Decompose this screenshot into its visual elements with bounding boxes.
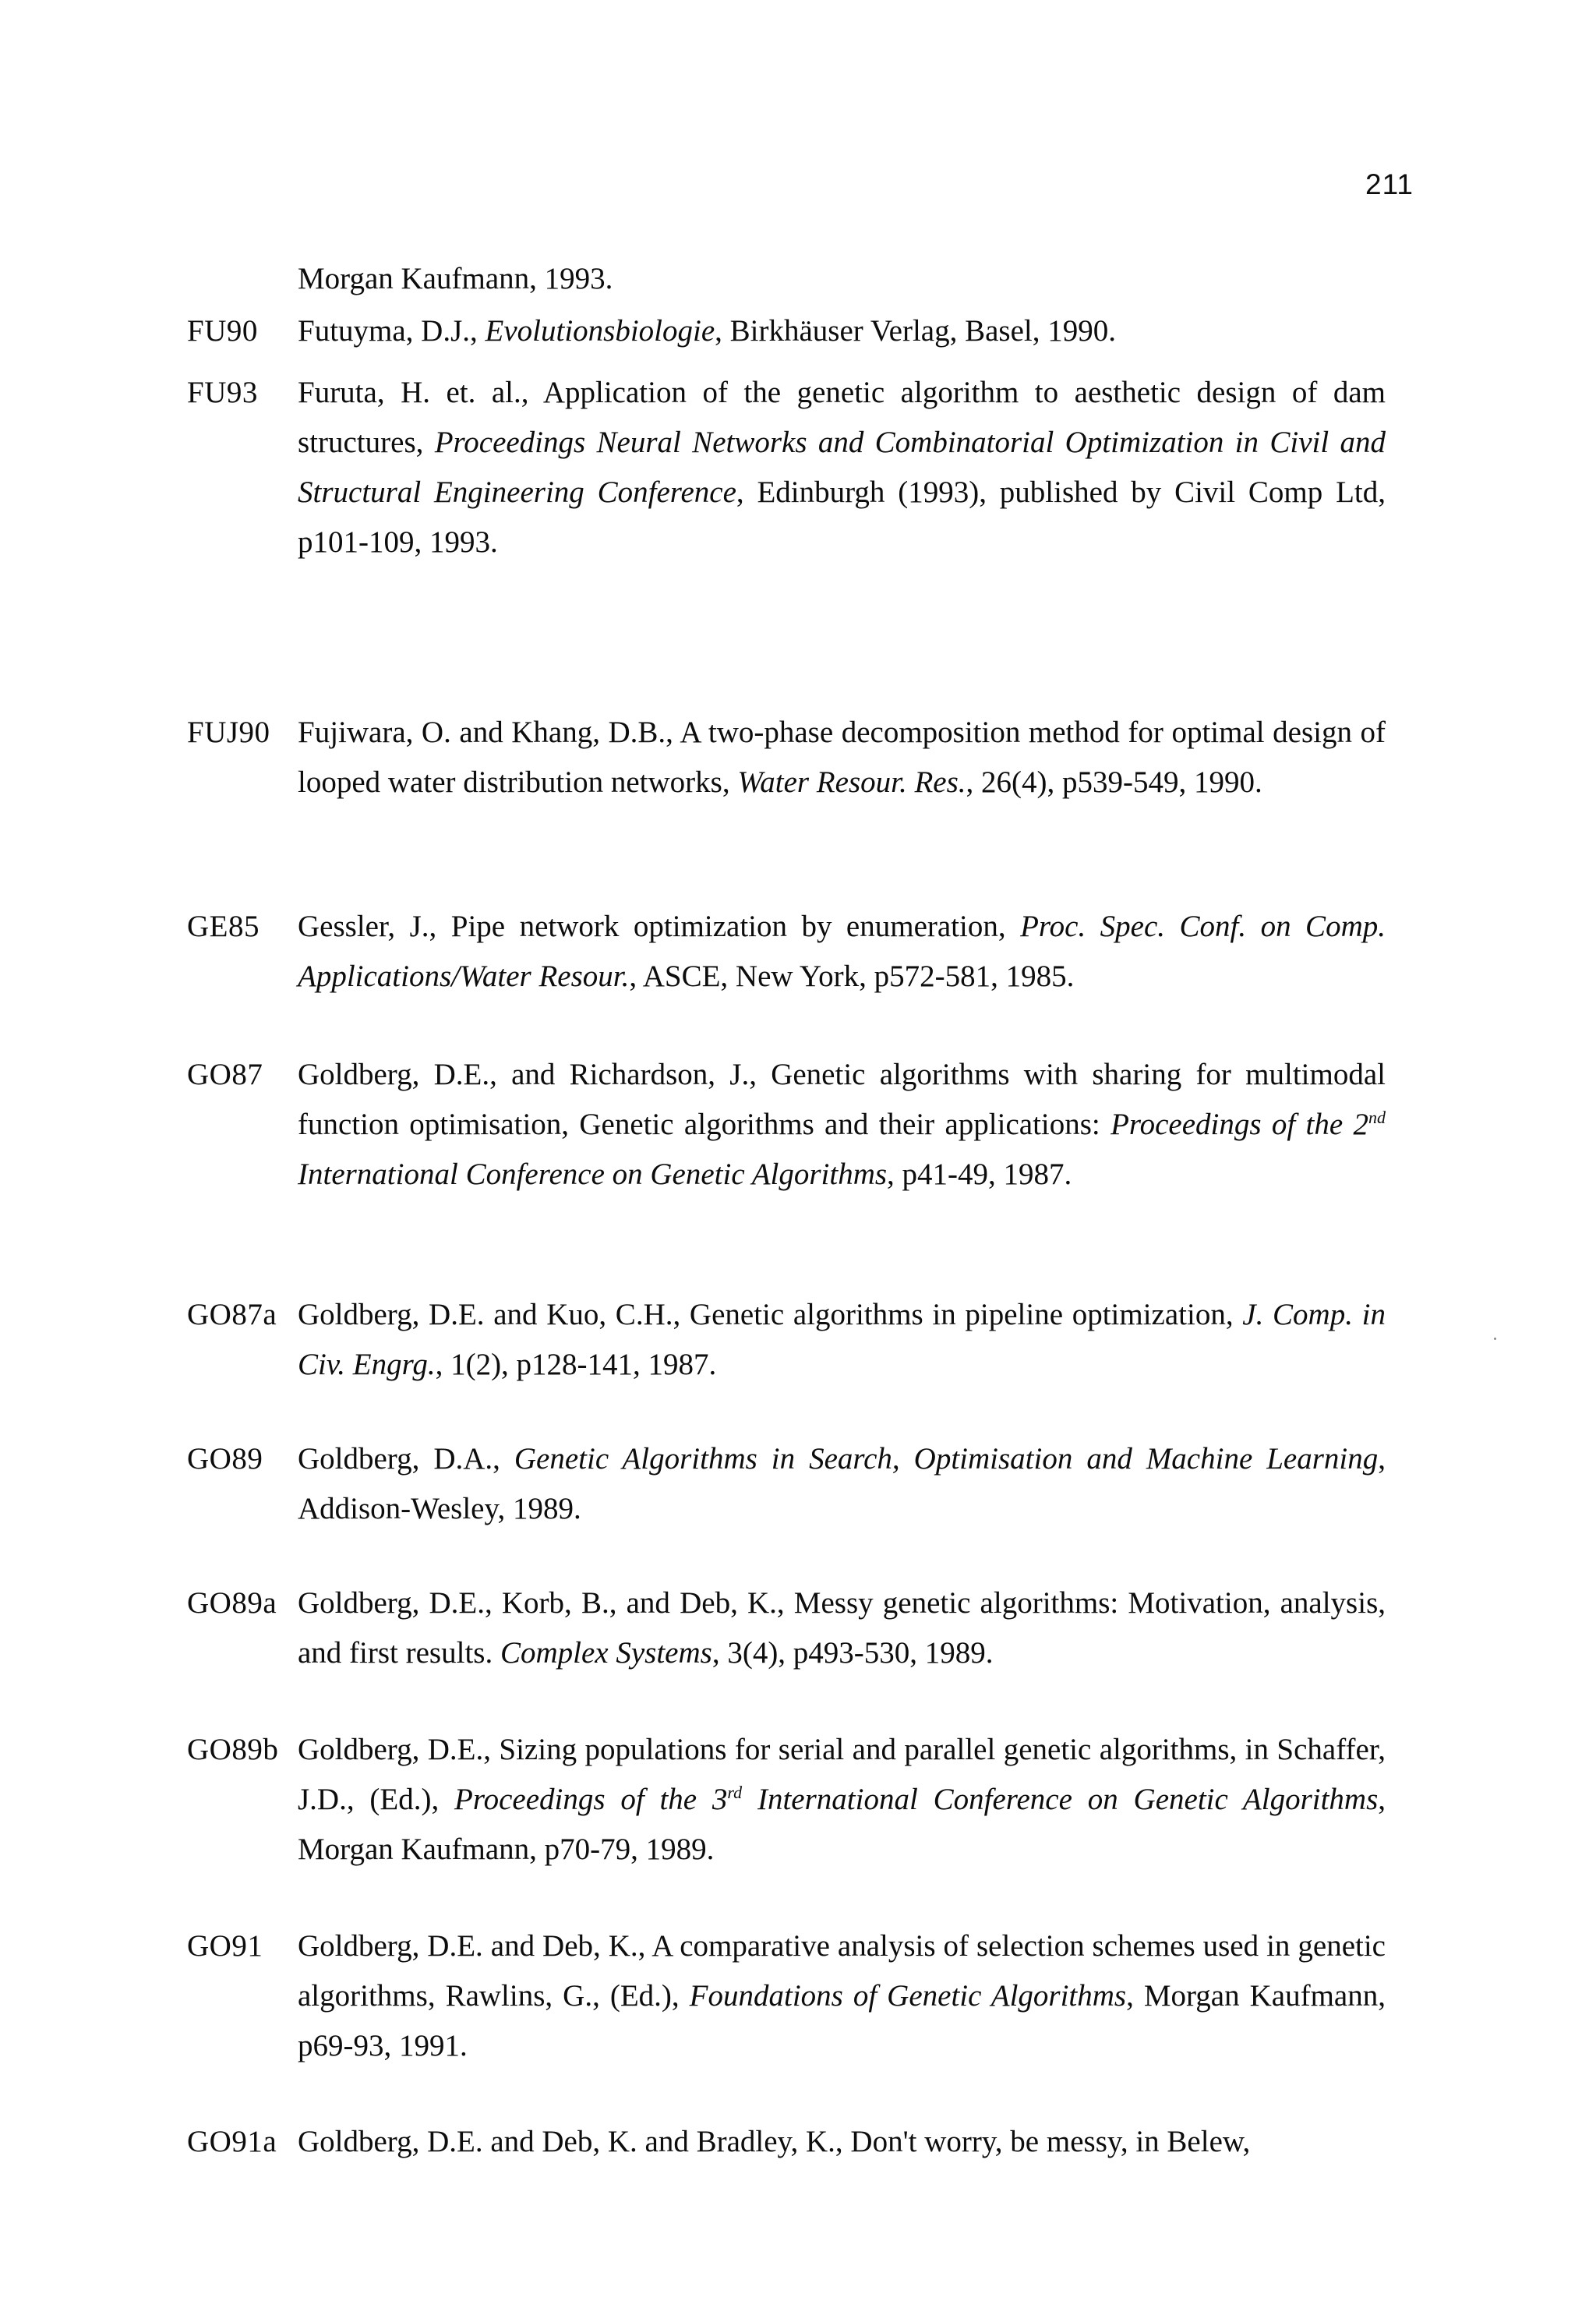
citation-italic-text: Water Resour. Res. [737, 765, 966, 799]
citation-text: Futuyma, D.J., [298, 314, 486, 348]
reference-citation [298, 1578, 1386, 1678]
reference-citation [298, 1290, 1386, 1390]
citation-text: Goldberg, D.E. and Deb, K., A comparative analysis of selection schemes used in genetic algorithms, Rawlins, G., (Ed.), [298, 1929, 1386, 2013]
citation-text: Goldberg, D.E. and Kuo, C.H., Genetic algorithms in pipeline optimization, [298, 1298, 1243, 1331]
citation-text: Gessler, J., Pipe network optimization by enumeration, [298, 910, 1021, 943]
citation-italic-text: J. Comp. in Civ. Engrg. [298, 1298, 1386, 1381]
scan-speck [1494, 1338, 1496, 1340]
reference-key: GO91 [187, 1929, 263, 1963]
citation-text: Goldberg, D.E., Sizing populations for serial and parallel genetic algorithms, in Schaffer, J.D., (Ed.), [298, 1733, 1386, 1816]
citation-text: Goldberg, D.E. and Deb, K. and Bradley, K., Don't worry, be messy, in Belew, [298, 2125, 1251, 2158]
reference-citation [298, 902, 1386, 1002]
reference-key: GO89a [187, 1586, 277, 1620]
citation-italic-text: Proceedings Neural Networks and Combinatorial Optimization in Civil and Structural Engineering Conference [298, 426, 1386, 509]
reference-key: FUJ90 [187, 716, 270, 749]
citation-italic-text: Genetic Algorithms in Search, Optimisation and Machine Learning [514, 1442, 1379, 1476]
citation-text: Goldberg, D.E., and Richardson, J., Genetic algorithms with sharing for multimodal function optimisation, Genetic algorithms and their applications: [298, 1058, 1386, 1141]
continuation-line: Morgan Kaufmann, 1993. [298, 262, 613, 295]
reference-citation [298, 1921, 1386, 2071]
reference-citation [298, 708, 1386, 808]
reference-key: GE85 [187, 910, 260, 943]
citation-text: , Birkhäuser Verlag, Basel, 1990. [715, 314, 1117, 348]
reference-key: GO87a [187, 1298, 277, 1331]
citation-text: Goldberg, D.E., Korb, B., and Deb, K., Messy genetic algorithms: Motivation, analysis, and first results. [298, 1586, 1386, 1670]
reference-key: GO87 [187, 1058, 263, 1091]
citation-text: , Morgan Kaufmann, p70-79, 1989. [298, 1783, 1386, 1866]
reference-key: GO91a [187, 2125, 277, 2158]
citation-text: , 26(4), p539-549, 1990. [966, 765, 1262, 799]
citation-italic-text: rd [727, 1783, 743, 1802]
citation-text: , p41-49, 1987. [887, 1158, 1072, 1191]
page-number: 211 [1365, 168, 1414, 200]
reference-citation [298, 306, 1386, 356]
citation-italic-text: International Conference on Genetic Algorithms [298, 1158, 888, 1191]
citation-italic-text: Evolutionsbiologie [485, 314, 715, 348]
citation-text: Furuta, H. et. al., Application of the genetic algorithm to aesthetic design of dam structures, [298, 376, 1386, 459]
citation-text: , 1(2), p128-141, 1987. [435, 1348, 717, 1381]
citation-italic-text: Foundations of Genetic Algorithms [689, 1979, 1127, 2013]
reference-citation [298, 1434, 1386, 1534]
citation-text: , Addison-Wesley, 1989. [298, 1442, 1386, 1525]
citation-text: , 3(4), p493-530, 1989. [711, 1636, 994, 1670]
reference-key: GO89b [187, 1733, 279, 1766]
citation-text: Goldberg, D.A., [298, 1442, 514, 1476]
citation-text: , Morgan Kaufmann, p69-93, 1991. [298, 1979, 1386, 2062]
reference-citation [298, 1050, 1386, 1200]
citation-italic-text: Complex Systems [500, 1636, 712, 1670]
citation-italic-text: Proc. Spec. Conf. on Comp. Applications/Water Resour. [298, 910, 1386, 993]
citation-italic-text: Proceedings of the 2 [1110, 1108, 1368, 1141]
citation-italic-text: International Conference on Genetic Algorithms [742, 1783, 1379, 1816]
citation-text: Fujiwara, O. and Khang, D.B., A two-phase decomposition method for optimal design of looped water distribution networks, [298, 716, 1386, 799]
citation-text: , ASCE, New York, p572-581, 1985. [629, 960, 1075, 993]
reference-key: FU90 [187, 314, 258, 348]
citation-text: , Edinburgh (1993), published by Civil Comp Ltd, p101-109, 1993. [298, 475, 1386, 559]
reference-citation [298, 1725, 1386, 1875]
citation-italic-text: nd [1368, 1108, 1386, 1127]
reference-key: GO89 [187, 1442, 263, 1476]
reference-citation [298, 368, 1386, 567]
citation-italic-text: Proceedings of the 3 [454, 1783, 728, 1816]
reference-citation [298, 2117, 1386, 2167]
reference-key: FU93 [187, 376, 258, 409]
